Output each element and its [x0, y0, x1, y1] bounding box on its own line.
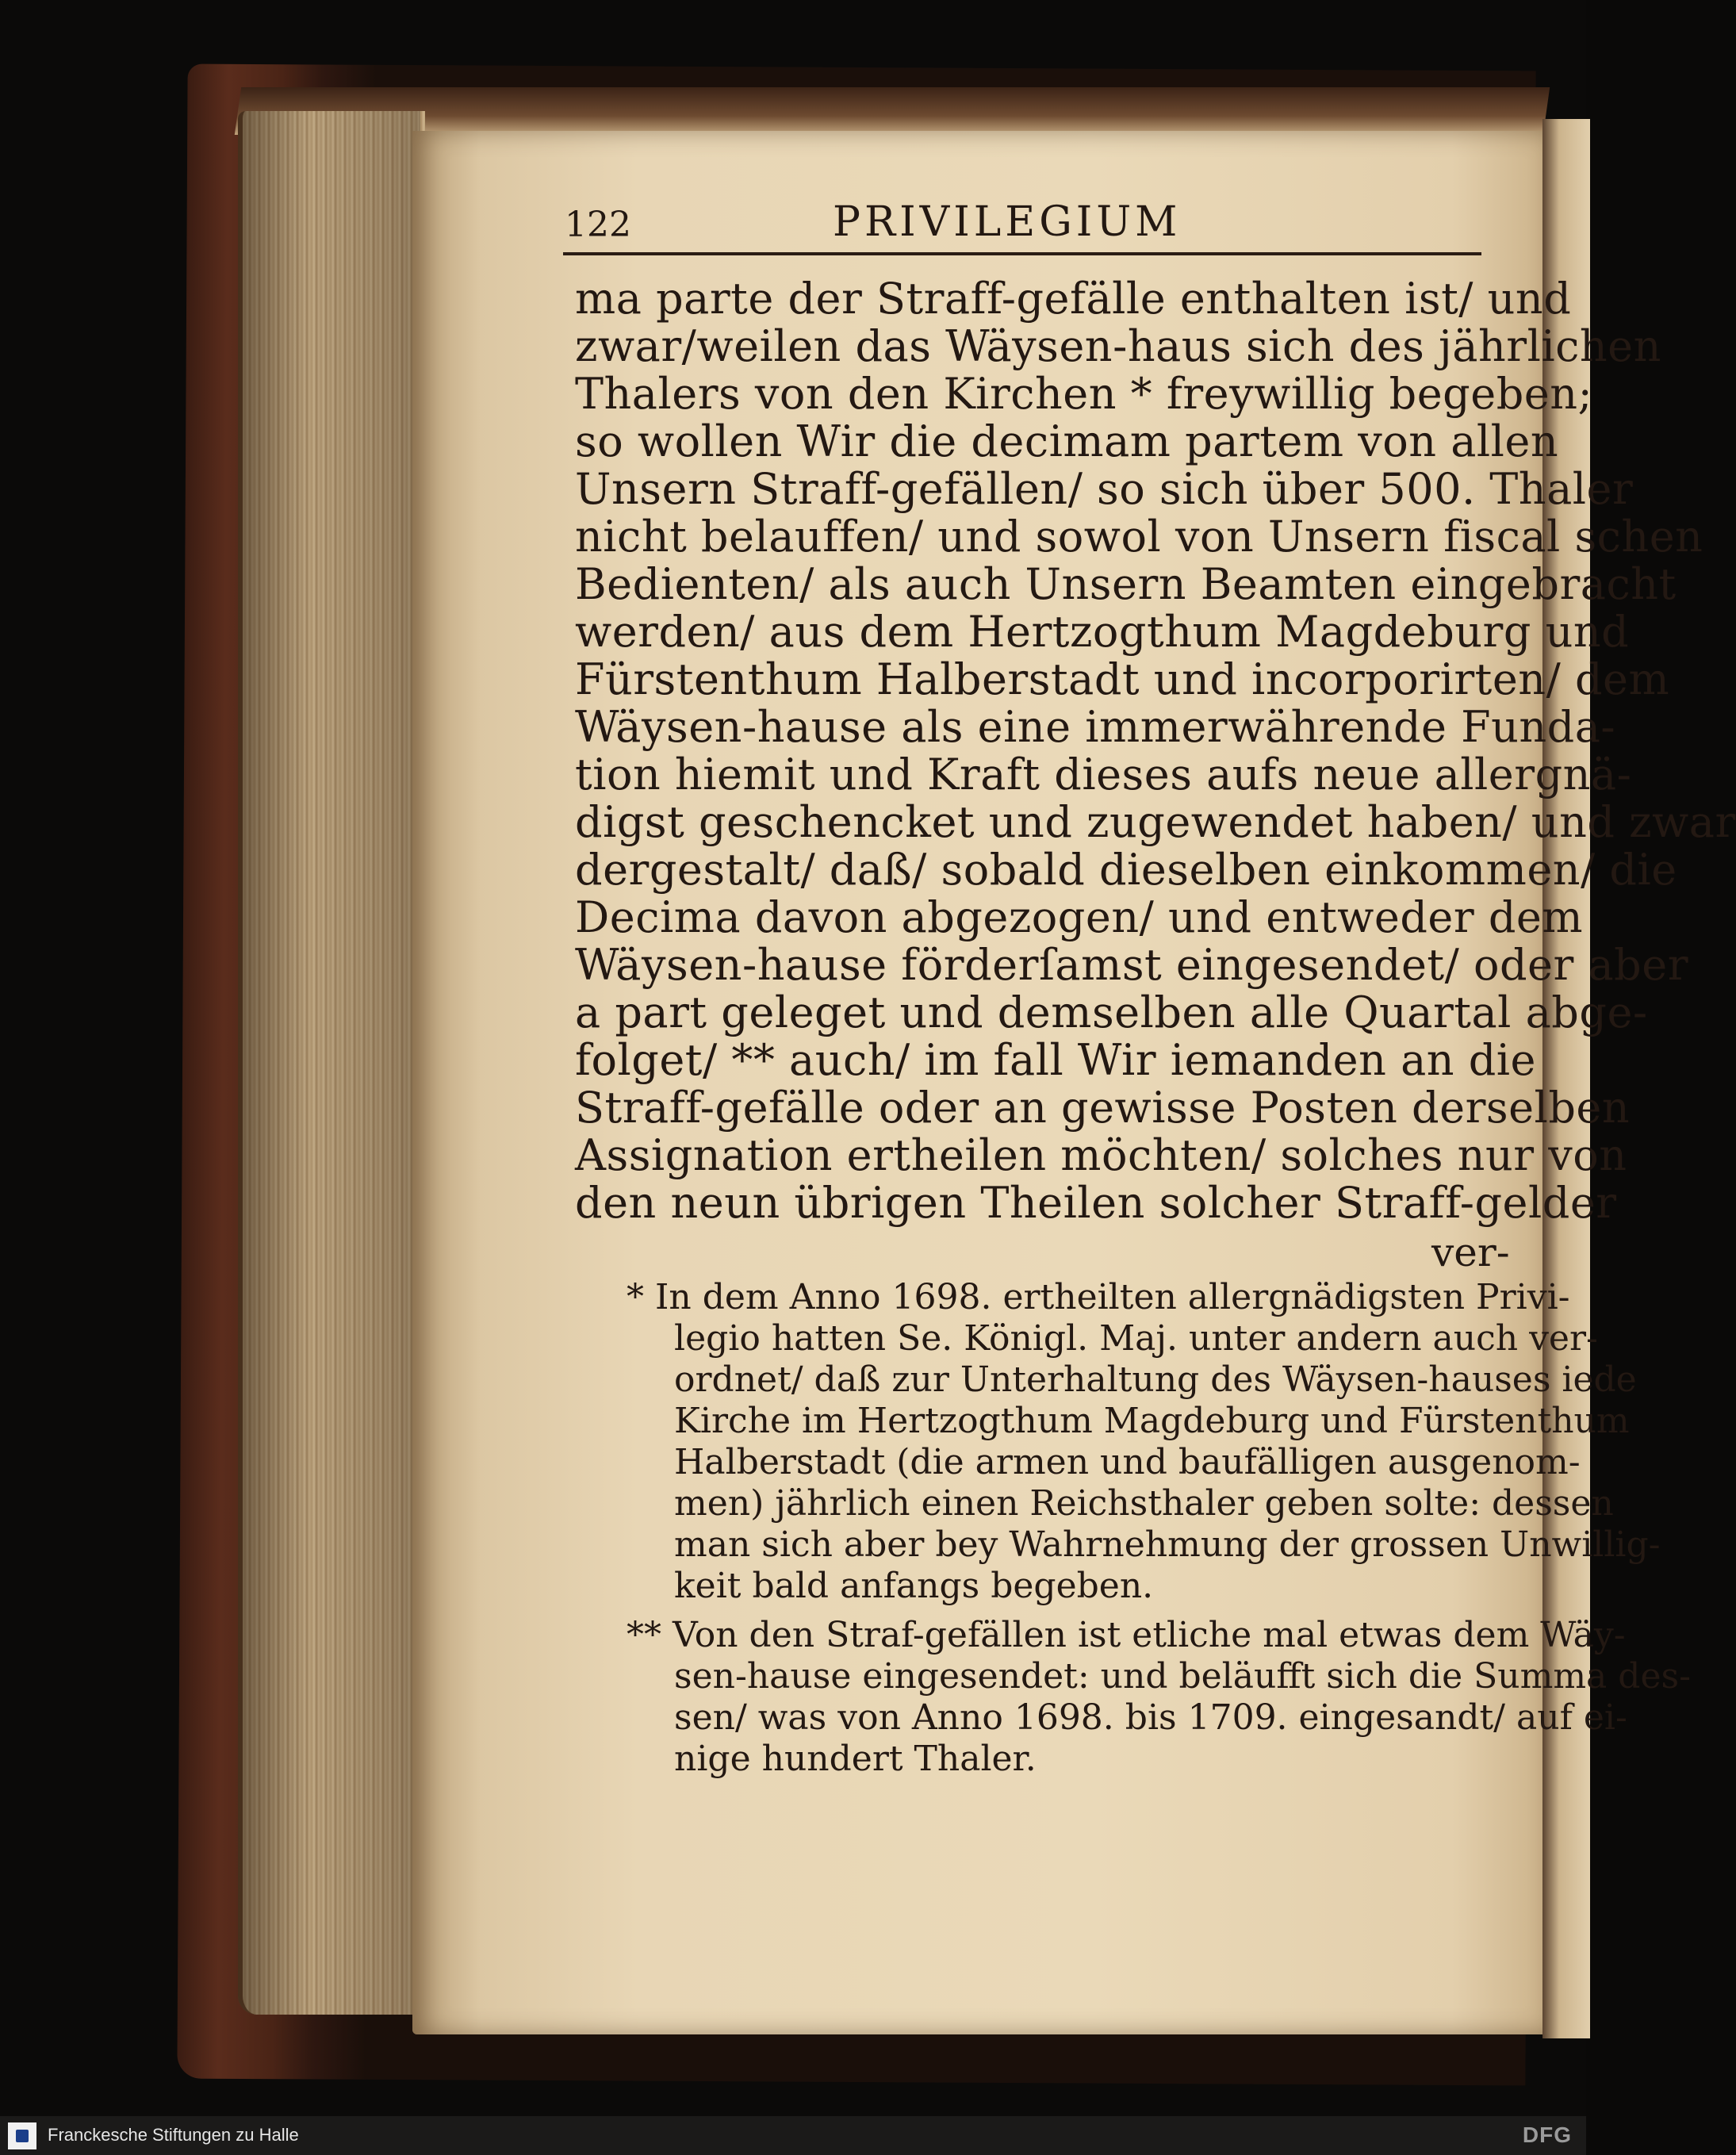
footnote-line: men) jährlich einen Reichsthaler geben solte: dessen: [674, 1483, 1614, 1524]
page-number: 122: [565, 205, 631, 245]
body-line: so wollen Wir die decimam partem von allen: [575, 416, 1559, 466]
body-line: Fürstenthum Halberstadt und incorporirten/ dem: [575, 654, 1670, 704]
body-line: digst geschencket und zugewendet haben/ und zwar: [575, 797, 1736, 847]
body-line: den neun übrigen Theilen solcher Straff-gelder: [575, 1178, 1617, 1228]
body-line: dergestalt/ daß/ sobald dieselben einkommen/ die: [575, 845, 1677, 895]
body-line: tion hiemit und Kraft dieses aufs neue allergnä-: [575, 750, 1632, 799]
body-line: Thalers von den Kirchen * freywillig begeben;: [575, 369, 1593, 419]
institution-name: Franckesche Stiftungen zu Halle: [48, 2125, 299, 2145]
body-line: ma parte der Straff-gefälle enthalten ist/ und: [575, 274, 1572, 324]
body-line: Wäysen-hause förderſamst eingesendet/ oder aber: [575, 940, 1689, 990]
body-line: Wäysen-hause als eine immerwährende Funda-: [575, 702, 1616, 752]
viewer-footer-bar: [0, 2116, 1586, 2155]
footnote-line: sen/ was von Anno 1698. bis 1709. eingesandt/ auf ei-: [674, 1697, 1627, 1738]
institution-logo-icon: [8, 2122, 36, 2149]
body-line: Assignation ertheilen möchten/ solches nur von: [575, 1130, 1627, 1180]
header-rule: [563, 252, 1481, 255]
footnote-line: ** Von den Straf-gefällen ist etliche mal etwas dem Wäy-: [627, 1615, 1626, 1655]
footnote-line: nige hundert Thaler.: [674, 1739, 1037, 1779]
body-line: werden/ aus dem Hertzogthum Magdeburg und: [575, 607, 1630, 657]
body-line: Bedienten/ als auch Unsern Beamten eingebracht: [575, 559, 1677, 609]
running-head: PRIVILEGIUM: [833, 198, 1182, 246]
body-line: nicht belauffen/ und sowol von Unsern fiscal schen: [575, 512, 1703, 562]
funder-logo: DFG: [1522, 2122, 1572, 2147]
footnote-line: man sich aber bey Wahrnehmung der grossen Unwillig-: [674, 1524, 1661, 1565]
catchword: ver-: [1431, 1229, 1510, 1275]
body-line: zwar/weilen das Wäysen-haus sich des jährlichen: [575, 321, 1661, 371]
footnote-line: Halberstadt (die armen und baufälligen ausgenom-: [674, 1442, 1581, 1482]
footnote-line: sen-hause eingesendet: und beläufft sich die Summa des-: [674, 1656, 1691, 1697]
footnote-line: Kirche im Hertzogthum Magdeburg und Fürstenthum: [674, 1401, 1630, 1441]
footnote-line: * In dem Anno 1698. ertheilten allergnädigsten Privi-: [627, 1277, 1570, 1317]
footnote-line: ordnet/ daß zur Unterhaltung des Wäysen-hauses iede: [674, 1359, 1637, 1400]
body-line: folget/ ** auch/ im fall Wir iemanden an die: [575, 1035, 1537, 1085]
footnote-line: legio hatten Se. Königl. Maj. unter andern auch ver-: [674, 1318, 1598, 1359]
body-line: a part geleget und demselben alle Quartal abge-: [575, 987, 1648, 1037]
book-top-edge: [235, 87, 1550, 135]
footnote-line: keit bald anfangs begeben.: [674, 1566, 1154, 1606]
body-line: Straff-gefälle oder an gewisse Posten derselben: [575, 1083, 1631, 1133]
body-line: Decima davon abgezogen/ und entweder dem: [575, 892, 1584, 942]
body-line: Unsern Straff-gefällen/ so sich über 500. Thaler: [575, 464, 1634, 514]
page-block-shadow: [238, 111, 420, 2015]
